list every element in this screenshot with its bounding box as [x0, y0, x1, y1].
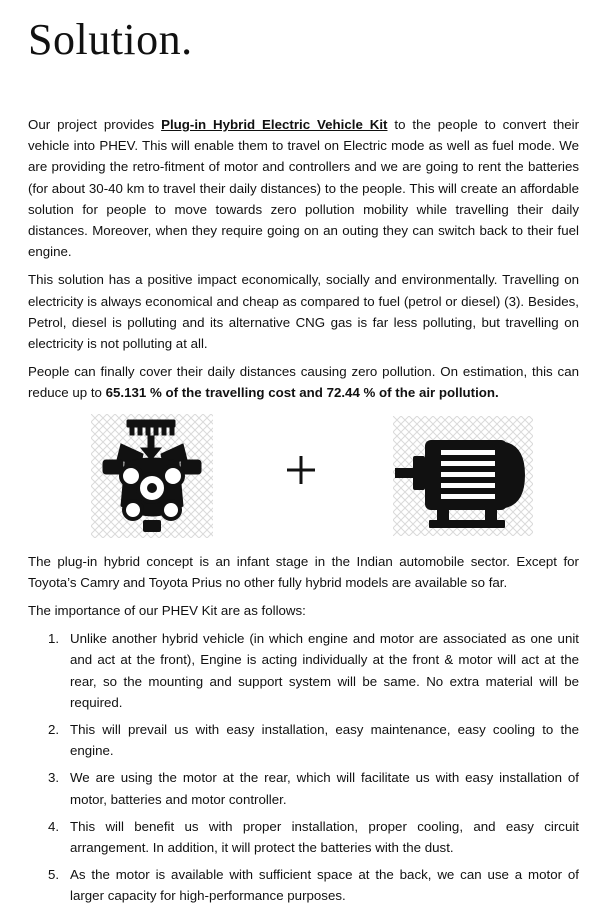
estimation-paragraph: [28, 361, 579, 403]
list-item-number: 1.: [48, 631, 60, 647]
estimation-figures: 65.131 % of the travelling cost and 72.44 % of the air pollution.: [105, 385, 499, 401]
context-paragraph: The plug-in hybrid concept is an infant stage in the Indian automobile sector. Except for Toyota’s Camry and Toyota Prius no other fully hybrid models are available so far.: [28, 553, 579, 590]
intro-paragraph: [28, 114, 579, 262]
list-item-text: Unlike another hybrid vehicle (in which engine and motor are associated as one unit and act at the front), Engine is acting individually at the front & motor will act at the rear, so the mounting and support system will be same. No extra material will be required.: [70, 631, 579, 710]
list-item: [28, 864, 579, 906]
list-item-text: This will prevail us with easy installation, easy maintenance, easy cooling to the engine.: [70, 722, 579, 759]
list-item: [28, 628, 579, 713]
importance-list: [28, 628, 579, 906]
intro-text-start: Our project provides: [28, 117, 162, 132]
document-body: [28, 114, 579, 913]
kit-name-highlight: Plug-in Hybrid Electric Vehicle Kit: [161, 117, 388, 132]
list-item: [28, 767, 579, 809]
list-item-text: As the motor is available with sufficient space at the back, we can use a motor of larger capacity for high-performance purposes.: [70, 867, 579, 904]
list-item-text: This will benefit us with proper installation, proper cooling, and easy circuit arrangement. In addition, it will protect the batteries with the dust.: [70, 818, 579, 856]
electric-motor-icon: [393, 416, 533, 536]
plus-icon: [285, 454, 317, 486]
list-item-number: 2.: [48, 722, 60, 738]
list-intro: The importance of our PHEV Kit are as follows:: [28, 603, 306, 619]
estimation-text: People can finally cover their daily distances causing zero pollution. On estimation, this can reduce up to: [28, 364, 579, 401]
list-item-number: 3.: [48, 770, 60, 786]
list-item-number: 5.: [48, 867, 60, 883]
impact-paragraph: This solution has a positive impact economically, socially and environmentally. Travelling on electricity is always economical and cheap as compared to fuel (petrol or diesel) (3). Besides, Petrol, diesel is polluting and its alternative CNG gas is far less polluting, but travelling on electricity is not polluting at all.: [28, 272, 579, 352]
list-item-number: 4.: [48, 818, 60, 834]
intro-text-end: to the people to convert their vehicle into PHEV. This will enable them to travel on Electric mode as well as fuel mode. We are providing the retro-fitment of motor and controllers and we are going to rent the batteries (for about 30-40 km to travel their daily distances) to the people. This will create an affordable solution for people to move towards zero pollution mobility while travelling their daily distances. Moreover, when they require going on an outing they can switch back to their fuel engine.: [28, 117, 580, 260]
engine-icon: [91, 414, 213, 538]
engine-plus-motor-figure: [28, 414, 579, 538]
list-item-text: We are using the motor at the rear, which will facilitate us with easy installation of motor, batteries and motor controller.: [70, 770, 579, 807]
list-item: [28, 719, 579, 761]
list-item: [28, 816, 579, 858]
page-title: Solution.: [28, 15, 193, 64]
